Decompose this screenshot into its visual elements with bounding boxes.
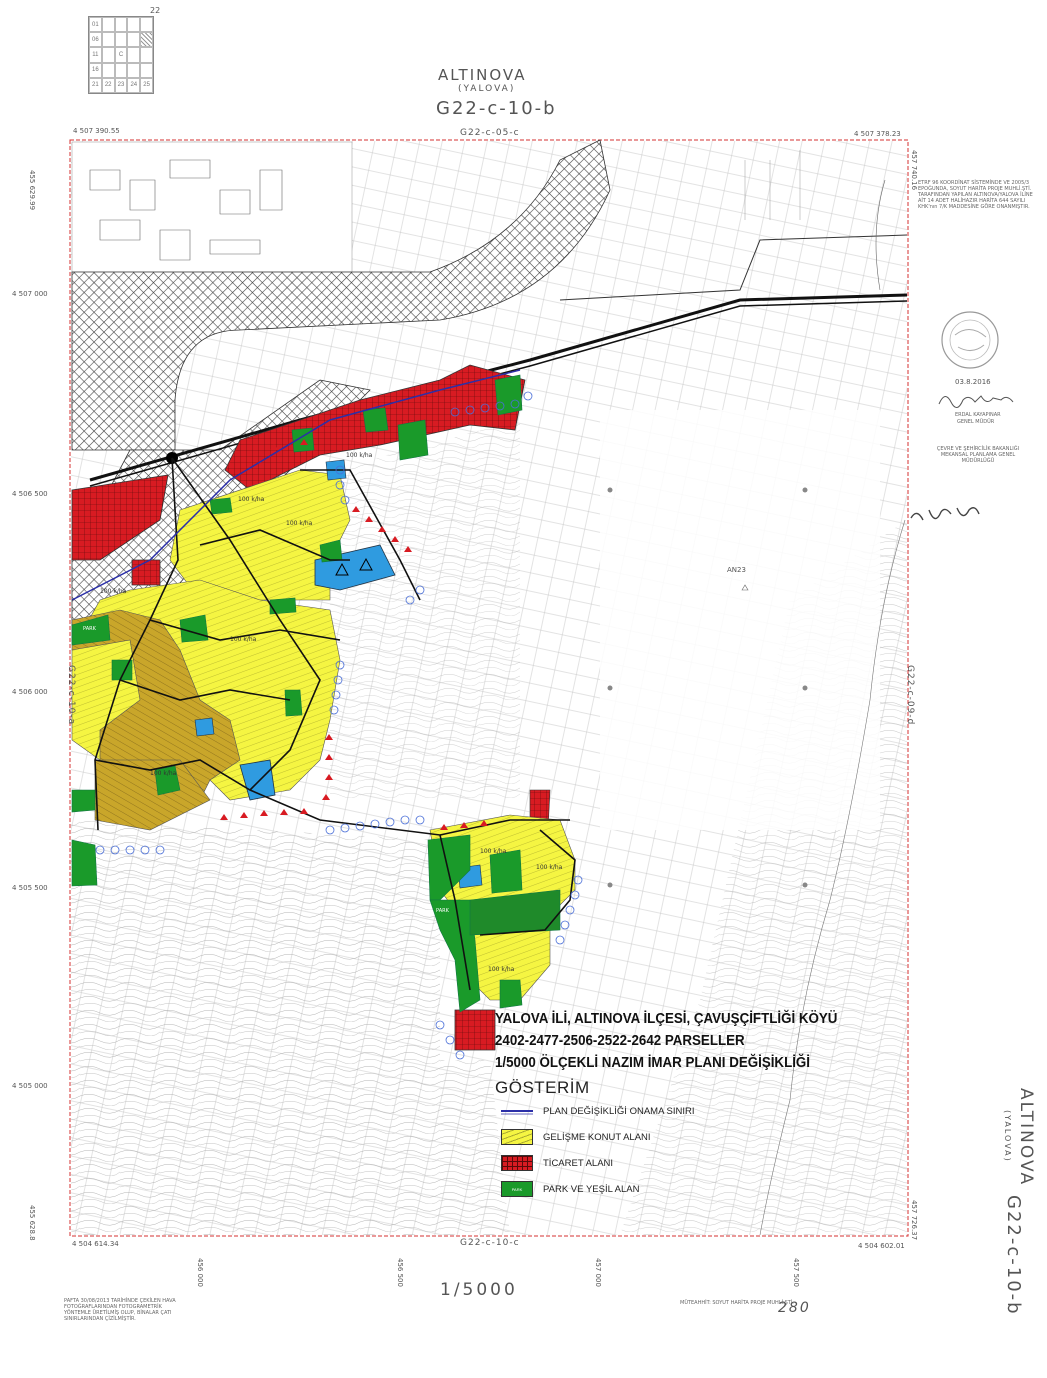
commercial-swatch-icon	[501, 1155, 533, 1171]
approval-stamp-icon	[930, 305, 1010, 375]
index-grid-cell: 16	[89, 63, 102, 78]
northing-5: 4 505 000	[12, 1082, 48, 1090]
map-scale: 1/5000	[440, 1280, 518, 1300]
index-grid-cell: 23	[115, 78, 128, 93]
commercial-area-3	[455, 1010, 495, 1050]
easting-3: 457 000	[594, 1258, 602, 1287]
sheet-code: G22-c-10-b	[436, 98, 557, 119]
park-label-2: PARK	[436, 908, 449, 914]
legend-item-commercial	[495, 1150, 915, 1176]
map-point-label: AN23	[727, 566, 746, 574]
northing-1: 4 507 000	[12, 290, 48, 298]
legend-label-commercial: TİCARET ALANI	[543, 1157, 614, 1169]
signature-icon	[935, 388, 1015, 410]
coord-top-left: 4 507 390.55	[73, 127, 120, 135]
index-grid-cell: 06	[89, 32, 102, 47]
projection-note: ETRF 96 KOORDİNAT SİSTEMİNDE VE 2005/3 EPOĞUNDA, SOYUT HARİTA PROJE MUHLİ.ŞTİ. TARAFINDAN YAPILAN ALTINOVA/YALOVA İLİNE AİT 14 ADET HALİHAZIR HARİTA 644 SAYILI KHK'nın 7/K MADDESİNE GÖRE ONANMIŞTIR.	[918, 180, 1033, 210]
handwritten-mark-icon	[905, 500, 985, 530]
index-grid-cell: 24	[127, 78, 140, 93]
left-neighbor-sheet: G22-c-10-a	[66, 665, 76, 726]
density-label-7: 100 k/ha	[536, 864, 563, 871]
northing-4: 4 505 500	[12, 884, 48, 892]
handwritten-number: 280	[778, 1300, 811, 1316]
legend-label-residential: GELİŞME KONUT ALANI	[543, 1131, 651, 1143]
approver-title: GENEL MÜDÜR	[957, 419, 995, 425]
density-label-6: 100 k/ha	[480, 848, 507, 855]
coord-top-right: 4 507 378.23	[854, 130, 901, 138]
legend-label-park: PARK VE YEŞİL ALAN	[543, 1183, 640, 1195]
northing-2: 4 506 500	[12, 490, 48, 498]
index-grid-cell: C	[115, 47, 128, 62]
index-grid-cell: 25	[140, 78, 153, 93]
density-label-2: 100 k/ha	[238, 496, 265, 503]
index-grid-cell: 11	[89, 47, 102, 62]
index-grid-cell: 01	[89, 17, 102, 32]
park-swatch-text: PARK	[511, 1186, 523, 1192]
legend-label-boundary: PLAN DEĞİŞİKLİĞİ ONAMA SINIRI	[543, 1105, 695, 1117]
side-place: ALTINOVA	[1016, 1088, 1036, 1187]
easting-2: 456 500	[396, 1258, 404, 1287]
northing-3: 4 506 000	[12, 688, 48, 696]
legend-item-park	[495, 1176, 915, 1202]
sheet-place: ALTINOVA	[438, 66, 527, 84]
density-label-1: 100 k/ha	[100, 588, 127, 595]
density-label-5: 100 k/ha	[150, 770, 177, 777]
coord-right-bottom: 457 726.37	[910, 1200, 918, 1241]
coord-left-bottom: 455 628.8	[28, 1205, 36, 1241]
density-label-9: 100 k/ha	[346, 452, 373, 459]
index-top-label: 22	[150, 6, 161, 15]
legend-heading: GÖSTERİM	[495, 1078, 590, 1097]
side-sheet-code: G22-c-10-b	[1003, 1195, 1024, 1316]
index-grid-cell: 22	[102, 78, 115, 93]
bottom-neighbor-sheet: G22-c-10-c	[460, 1238, 520, 1248]
ministry-note: ÇEVRE VE ŞEHİRCİLİK BAKANLIĞI MEKANSAL PLANLAMA GENEL MÜDÜRLÜĞÜ	[936, 446, 1020, 464]
legend-title-line-1: YALOVA İLİ, ALTINOVA İLÇESİ, ÇAVUŞÇİFTLİĞİ KÖYÜ	[495, 1011, 838, 1027]
approval-date: 03.8.2016	[955, 378, 991, 386]
legend-item-residential	[495, 1124, 915, 1150]
legend-title-line-2: 2402-2477-2506-2522-2642 PARSELLER	[495, 1033, 745, 1049]
park-label-1: PARK	[83, 626, 96, 632]
density-label-4: 100 k/ha	[230, 636, 257, 643]
boundary-swatch-icon	[501, 1103, 533, 1119]
side-province: (YALOVA)	[1003, 1110, 1012, 1163]
legend-item-boundary	[495, 1098, 915, 1124]
easting-1: 456 000	[196, 1258, 204, 1287]
coord-left-top: 455 629.99	[28, 170, 36, 211]
density-label-8: 100 k/ha	[488, 966, 515, 973]
legend-title-line-3: 1/5000 ÖLÇEKLİ NAZIM İMAR PLANI DEĞİŞİKLİĞİ	[495, 1055, 811, 1071]
index-grid-cell: 21	[89, 78, 102, 93]
photogrammetry-note: PAFTA 30/08/2013 TARİHİNDE ÇEKİLEN HAVA FOTOĞRAFLARINDAN FOTOGRAMETRİK YÖNTEMLE ÜRETİLMİŞ OLUP, BİNALAR ÇATI SINIRLARINDAN ÇİZİLMİŞTİR.	[64, 1298, 176, 1322]
coord-right-top: 457 740.16	[910, 150, 918, 191]
contractor-note: MÜTEAHHİT: SOYUT HARİTA PROJE MUHLİ.ŞTİ.	[680, 1300, 794, 1306]
sheet-province: (YALOVA)	[458, 84, 516, 94]
coord-bottom-right: 4 504 602.01	[858, 1242, 905, 1250]
right-neighbor-sheet: G22-c-09-d	[905, 665, 915, 726]
density-label-3: 100 k/ha	[286, 520, 313, 527]
residential-swatch-icon	[501, 1129, 533, 1145]
approver-name: ERDAL KAYAPINAR	[955, 412, 1001, 418]
easting-4: 457 500	[792, 1258, 800, 1287]
coord-bottom-left: 4 504 614.34	[72, 1240, 119, 1248]
top-neighbor-sheet: G22-c-05-c	[460, 128, 520, 138]
legend	[495, 1008, 915, 1202]
park-swatch-icon	[501, 1181, 533, 1197]
